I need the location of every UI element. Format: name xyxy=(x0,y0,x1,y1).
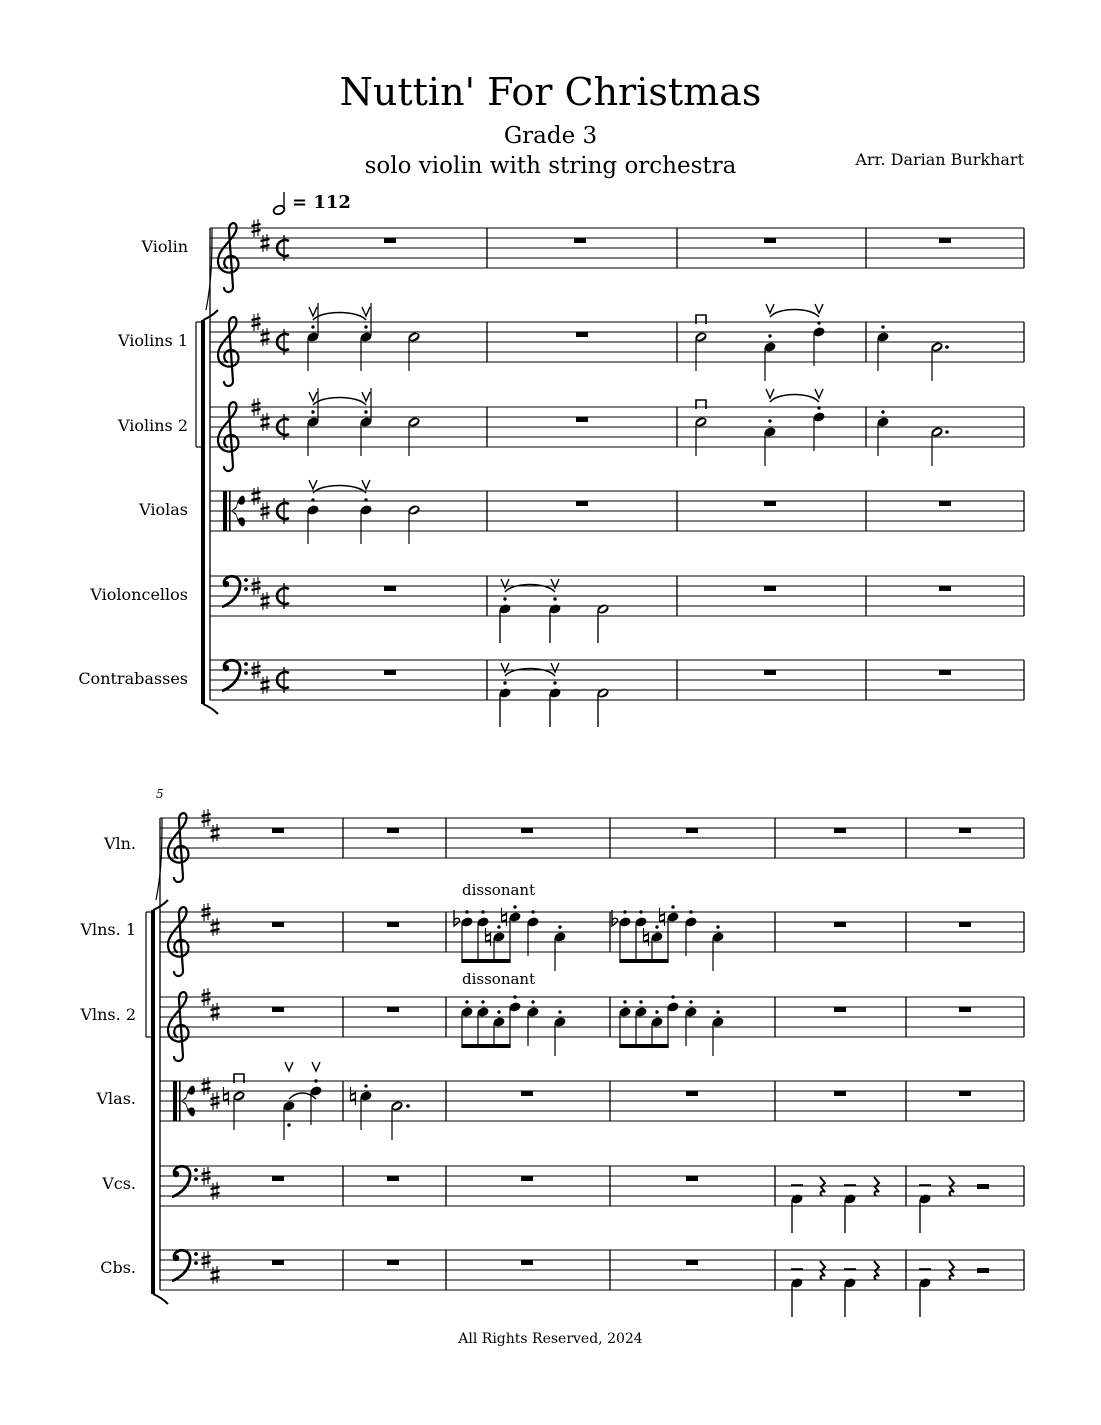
staccato-dot xyxy=(513,995,516,998)
up-bow-mark xyxy=(766,389,774,398)
staccato-dot xyxy=(639,1000,642,1003)
whole-rest xyxy=(521,828,533,833)
staccato-dot xyxy=(311,498,314,501)
down-bow-mark xyxy=(696,400,706,409)
notation-layer xyxy=(146,219,1024,1317)
key-sharp-c xyxy=(211,1266,220,1284)
instrument-name-contrabasses: Contrabasses xyxy=(78,669,188,688)
score-subsubtitle: solo violin with string orchestra xyxy=(364,153,737,179)
up-bow-mark xyxy=(551,663,559,672)
key-sharp-c xyxy=(261,676,270,694)
whole-rest xyxy=(272,1176,284,1181)
bass-clef xyxy=(222,660,248,691)
staccato-dot xyxy=(623,910,626,913)
natural-accidental xyxy=(660,908,665,926)
beam xyxy=(619,959,668,963)
staccato-dot xyxy=(553,597,556,600)
slur xyxy=(313,486,366,494)
whole-rest xyxy=(764,501,776,506)
up-bow-mark xyxy=(309,480,317,489)
staccato-dot xyxy=(689,910,692,913)
staccato-dot xyxy=(364,498,367,501)
whole-rest xyxy=(576,501,588,506)
expression-text-vlns-1: dissonant xyxy=(462,881,536,899)
half-rest xyxy=(977,1268,989,1273)
up-bow-mark xyxy=(285,1062,293,1071)
key-sharp-c xyxy=(261,592,270,610)
bass-clef xyxy=(172,1250,198,1281)
staccato-dot xyxy=(768,334,771,337)
staccato-dot xyxy=(287,1123,290,1126)
up-bow-mark xyxy=(551,579,559,588)
whole-rest xyxy=(521,1260,533,1265)
up-bow-mark xyxy=(815,389,823,398)
key-sharp-f xyxy=(252,487,261,505)
copyright-footer: All Rights Reserved, 2024 xyxy=(458,1331,643,1347)
down-bow-mark xyxy=(696,315,706,324)
whole-rest xyxy=(686,828,698,833)
whole-rest xyxy=(521,1176,533,1181)
staccato-dot xyxy=(364,325,367,328)
staccato-dot xyxy=(465,910,468,913)
whole-rest xyxy=(387,922,399,927)
whole-rest xyxy=(939,501,951,506)
bass-clef xyxy=(172,1166,198,1197)
key-sharp-c xyxy=(211,1003,220,1021)
natural-accidental xyxy=(644,928,649,946)
staccato-dot xyxy=(503,681,506,684)
up-bow-mark xyxy=(501,579,509,588)
group-bracket xyxy=(151,910,155,1294)
whole-rest xyxy=(272,828,284,833)
staccato-dot xyxy=(623,1000,626,1003)
augmentation-dot xyxy=(406,1104,410,1108)
whole-rest xyxy=(764,238,776,243)
whole-rest xyxy=(834,1091,846,1096)
instrument-name-violin: Violin xyxy=(141,237,188,256)
up-bow-mark xyxy=(501,663,509,672)
bracket-bottom xyxy=(153,1294,168,1304)
bass-clef xyxy=(222,576,248,607)
instrument-name-vlas: Vlas. xyxy=(96,1089,136,1108)
slur xyxy=(313,313,366,321)
whole-rest xyxy=(959,922,971,927)
staccato-dot xyxy=(531,910,534,913)
staccato-dot xyxy=(671,905,674,908)
whole-rest xyxy=(686,1091,698,1096)
staccato-dot xyxy=(553,681,556,684)
staccato-dot xyxy=(558,925,561,928)
whole-rest xyxy=(686,1176,698,1181)
key-sharp-f xyxy=(202,1077,211,1095)
whole-rest xyxy=(939,670,951,675)
staccato-dot xyxy=(817,406,820,409)
up-bow-mark xyxy=(766,304,774,313)
natural-accidental xyxy=(224,1087,229,1105)
whole-rest xyxy=(521,1091,533,1096)
up-bow-mark xyxy=(815,304,823,313)
up-bow-mark xyxy=(362,480,370,489)
staccato-dot xyxy=(881,325,884,328)
staccato-dot xyxy=(716,925,719,928)
whole-rest xyxy=(387,828,399,833)
beam xyxy=(461,1044,510,1048)
whole-rest xyxy=(764,586,776,591)
key-sharp-c xyxy=(211,824,220,842)
slur xyxy=(770,310,819,318)
staccato-dot xyxy=(531,1000,534,1003)
expression-text-vlns-2: dissonant xyxy=(462,970,536,988)
staccato-dot xyxy=(689,1000,692,1003)
whole-rest xyxy=(384,238,396,243)
staccato-dot xyxy=(465,1000,468,1003)
staccato-dot xyxy=(655,925,658,928)
group-bracket xyxy=(201,320,205,704)
whole-rest xyxy=(576,417,588,422)
whole-rest xyxy=(959,1007,971,1012)
instrument-name-violas: Violas xyxy=(139,500,188,519)
staccato-dot xyxy=(881,410,884,413)
slur xyxy=(770,395,819,403)
staccato-dot xyxy=(716,1010,719,1013)
solo-connector xyxy=(206,228,212,310)
key-sharp-c xyxy=(261,328,270,346)
staccato-dot xyxy=(364,410,367,413)
key-sharp-c xyxy=(211,918,220,936)
staccato-dot xyxy=(497,1010,500,1013)
augmentation-dot xyxy=(945,345,949,349)
instrument-name-violins-2: Violins 2 xyxy=(117,416,188,435)
whole-rest xyxy=(384,586,396,591)
whole-rest xyxy=(576,332,588,337)
augmentation-dot xyxy=(945,430,949,434)
whole-rest xyxy=(939,238,951,243)
staccato-dot xyxy=(768,419,771,422)
slur xyxy=(313,398,366,406)
staccato-dot xyxy=(655,1010,658,1013)
score-title: Nuttin' For Christmas xyxy=(339,70,762,114)
staccato-dot xyxy=(481,1000,484,1003)
natural-accidental xyxy=(502,908,507,926)
whole-rest xyxy=(272,1007,284,1012)
staccato-dot xyxy=(671,995,674,998)
instrument-name-vlns-1: Vlns. 1 xyxy=(80,920,136,939)
staccato-dot xyxy=(311,325,314,328)
key-sharp-c xyxy=(211,1182,220,1200)
whole-rest xyxy=(387,1007,399,1012)
whole-rest xyxy=(939,586,951,591)
staccato-dot xyxy=(314,1079,317,1082)
beam xyxy=(619,1044,668,1048)
natural-accidental xyxy=(486,928,491,946)
up-bow-mark xyxy=(362,392,370,401)
whole-rest xyxy=(959,828,971,833)
instrument-name-violoncellos: Violoncellos xyxy=(90,585,188,604)
up-bow-mark xyxy=(309,392,317,401)
staccato-dot xyxy=(311,410,314,413)
whole-rest xyxy=(387,1260,399,1265)
measure-number: 5 xyxy=(156,787,164,801)
whole-rest xyxy=(834,828,846,833)
whole-rest xyxy=(384,670,396,675)
whole-rest xyxy=(387,1176,399,1181)
staccato-dot xyxy=(497,925,500,928)
natural-accidental xyxy=(351,1087,356,1105)
half-rest xyxy=(977,1184,989,1189)
instrument-name-vln: Vln. xyxy=(103,834,136,853)
whole-rest xyxy=(272,1260,284,1265)
instrument-name-vlns-2: Vlns. 2 xyxy=(80,1005,136,1024)
staccato-dot xyxy=(503,597,506,600)
score-subtitle: Grade 3 xyxy=(503,123,598,149)
tempo-marking: = 112 xyxy=(292,192,351,213)
key-sharp-c xyxy=(261,234,270,252)
whole-rest xyxy=(272,922,284,927)
up-bow-mark xyxy=(362,307,370,316)
staccato-dot xyxy=(639,910,642,913)
whole-rest xyxy=(959,1091,971,1096)
up-bow-mark xyxy=(312,1062,320,1071)
up-bow-mark xyxy=(309,307,317,316)
instrument-name-violins-1: Violins 1 xyxy=(117,331,188,350)
arranger-credit: Arr. Darian Burkhart xyxy=(855,150,1024,169)
staccato-dot xyxy=(364,1084,367,1087)
instrument-name-cbs: Cbs. xyxy=(100,1258,136,1277)
instrument-name-vcs: Vcs. xyxy=(102,1174,136,1193)
whole-rest xyxy=(834,922,846,927)
whole-rest xyxy=(834,1007,846,1012)
key-sharp-c xyxy=(261,413,270,431)
staccato-dot xyxy=(513,905,516,908)
whole-rest xyxy=(686,1260,698,1265)
staccato-dot xyxy=(817,321,820,324)
whole-rest xyxy=(764,670,776,675)
whole-rest xyxy=(574,238,586,243)
solo-connector xyxy=(156,818,162,900)
staccato-dot xyxy=(481,910,484,913)
beam xyxy=(461,959,510,963)
down-bow-mark xyxy=(234,1074,244,1083)
bracket-bottom xyxy=(203,704,218,714)
staccato-dot xyxy=(558,1010,561,1013)
